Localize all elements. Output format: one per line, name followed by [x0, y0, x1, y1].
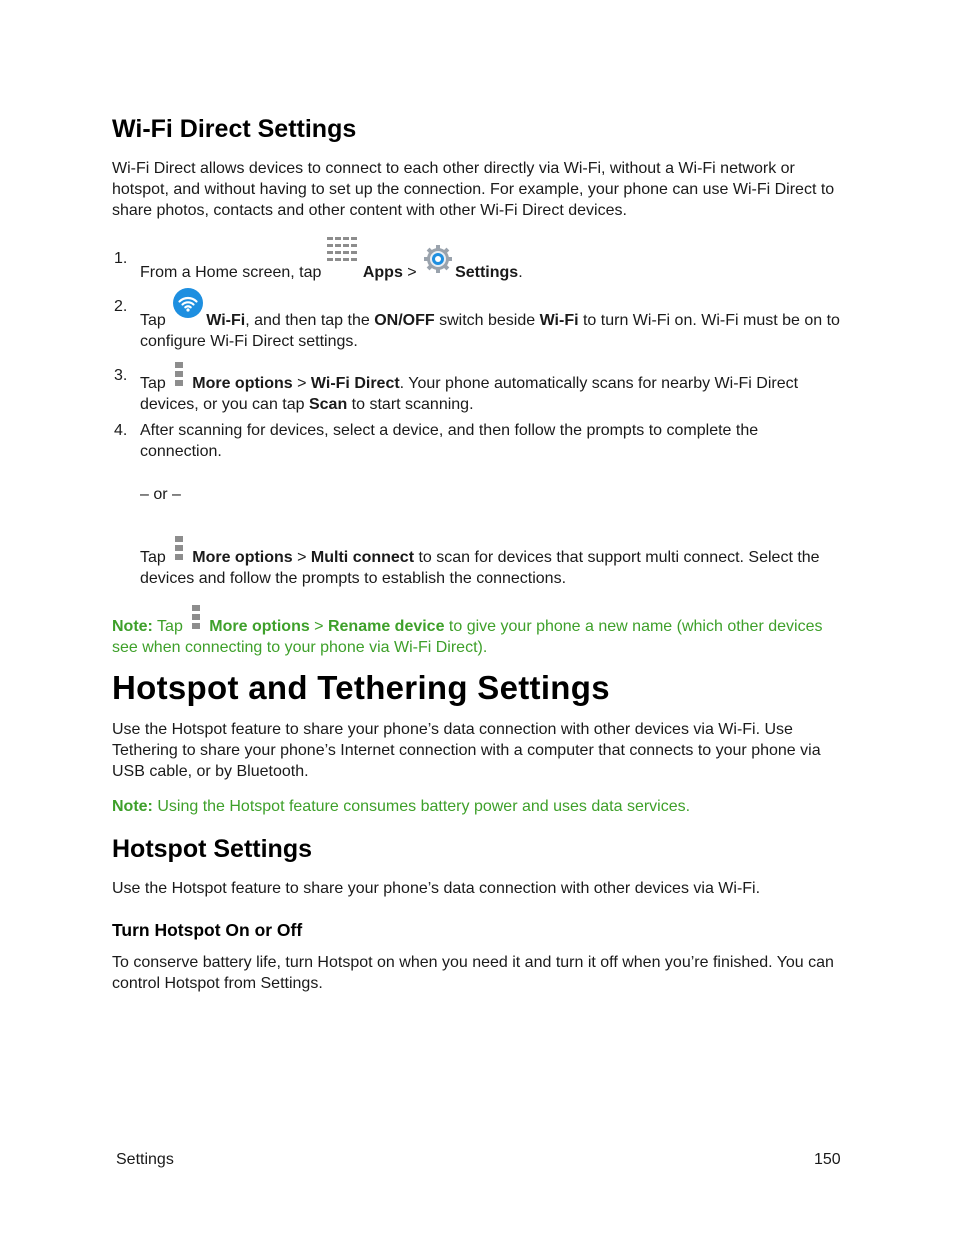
wifi-direct-heading: Wi-Fi Direct Settings — [112, 115, 357, 143]
hotspot-tethering-heading: Hotspot and Tethering Settings — [112, 669, 610, 706]
settings-label: Settings — [455, 264, 519, 281]
hotspot-settings-heading: Hotspot Settings — [112, 835, 312, 863]
footer-section-name: Settings — [116, 1151, 174, 1168]
more-options-label: More options — [192, 549, 293, 566]
separator: > — [292, 375, 311, 392]
more-options-icon — [174, 362, 184, 386]
step-text-part: Tap — [140, 375, 171, 392]
footer-page-number: 150 — [814, 1151, 841, 1168]
on-off-label: ON/OFF — [374, 312, 435, 329]
step-text — [140, 366, 842, 415]
apps-grid-icon — [326, 237, 360, 267]
separator: > — [292, 549, 311, 566]
step-text-part: to turn Wi-Fi on. Wi-Fi must be on to configure Wi-Fi Direct settings. — [140, 312, 840, 350]
wifi-icon — [173, 288, 203, 318]
separator: > — [309, 618, 328, 635]
step-text — [140, 249, 842, 284]
or-separator: – or – — [140, 486, 181, 503]
more-options-icon — [174, 536, 184, 560]
step-text-part: . Your phone automatically scans for nearby Wi-Fi Direct devices, or you can tap — [140, 375, 799, 413]
hotspot-tethering-intro: Use the Hotspot feature to share your phone’s data connection with other devices via Wi-Fi. Use Tethering to share your phone’s Internet connection with a computer that connects to your phone via USB cable, or by Bluetooth. — [112, 721, 821, 780]
wifi-label: Wi-Fi — [206, 312, 246, 329]
turn-hotspot-heading: Turn Hotspot On or Off — [112, 920, 303, 940]
more-options-label: More options — [192, 375, 293, 392]
step-text-part: switch beside — [434, 312, 540, 329]
wifi-label-2: Wi-Fi — [539, 312, 579, 329]
multi-connect-label: Multi connect — [310, 549, 415, 566]
note-rename-device — [112, 609, 842, 658]
scan-label: Scan — [308, 395, 348, 413]
note-text-part: Tap — [152, 618, 188, 635]
note-hotspot-battery — [112, 796, 842, 817]
step-text — [140, 297, 842, 352]
wifi-direct-label: Wi-Fi Direct — [310, 375, 400, 392]
step-number: 4. — [114, 422, 128, 439]
wifi-direct-intro: Wi-Fi Direct allows devices to connect to each other directly via Wi-Fi, without a Wi-Fi network or hotspot, and without having to set up the connection. For example, your phone can use Wi-Fi Direct to share photos, contacts and other content with other Wi-Fi Direct devices. — [112, 160, 835, 219]
settings-gear-icon — [424, 245, 452, 273]
note-label: Note: — [112, 618, 153, 635]
step-text-part: to start scanning. — [347, 395, 474, 413]
note-label: Note: — [112, 798, 153, 815]
step-number: 3. — [114, 367, 128, 384]
more-options-label: More options — [209, 618, 310, 635]
step-text: After scanning for devices, select a device, and then follow the prompts to complete the connection. — [140, 422, 759, 460]
turn-hotspot-intro: To conserve battery life, turn Hotspot on when you need it and turn it off when you’re finished. You can control Hotspot from Settings. — [112, 954, 834, 992]
step-text-part: to scan for devices that support multi connect. Select the devices and follow the prompts to establish the connections. — [140, 549, 820, 587]
step-text-part: From a Home screen, tap — [140, 264, 326, 281]
more-options-icon — [191, 605, 201, 629]
note-text: Using the Hotspot feature consumes battery power and uses data services. — [152, 798, 691, 815]
step-text-part: , and then tap the — [245, 312, 375, 329]
step-text-part: Tap — [140, 549, 171, 566]
note-text-part: to give your phone a new name (which other devices see when connecting to your phone via Wi-Fi Direct). — [112, 618, 823, 656]
step-text-part: Tap — [140, 312, 171, 329]
separator: > — [402, 264, 422, 281]
apps-label: Apps — [362, 264, 403, 281]
step-text-part: . — [518, 264, 523, 281]
step-number: 2. — [114, 298, 128, 315]
hotspot-settings-intro: Use the Hotspot feature to share your phone’s data connection with other devices via Wi-Fi. — [112, 880, 761, 897]
alt-step — [140, 540, 842, 589]
rename-device-label: Rename device — [327, 618, 445, 635]
step-number: 1. — [114, 250, 128, 267]
